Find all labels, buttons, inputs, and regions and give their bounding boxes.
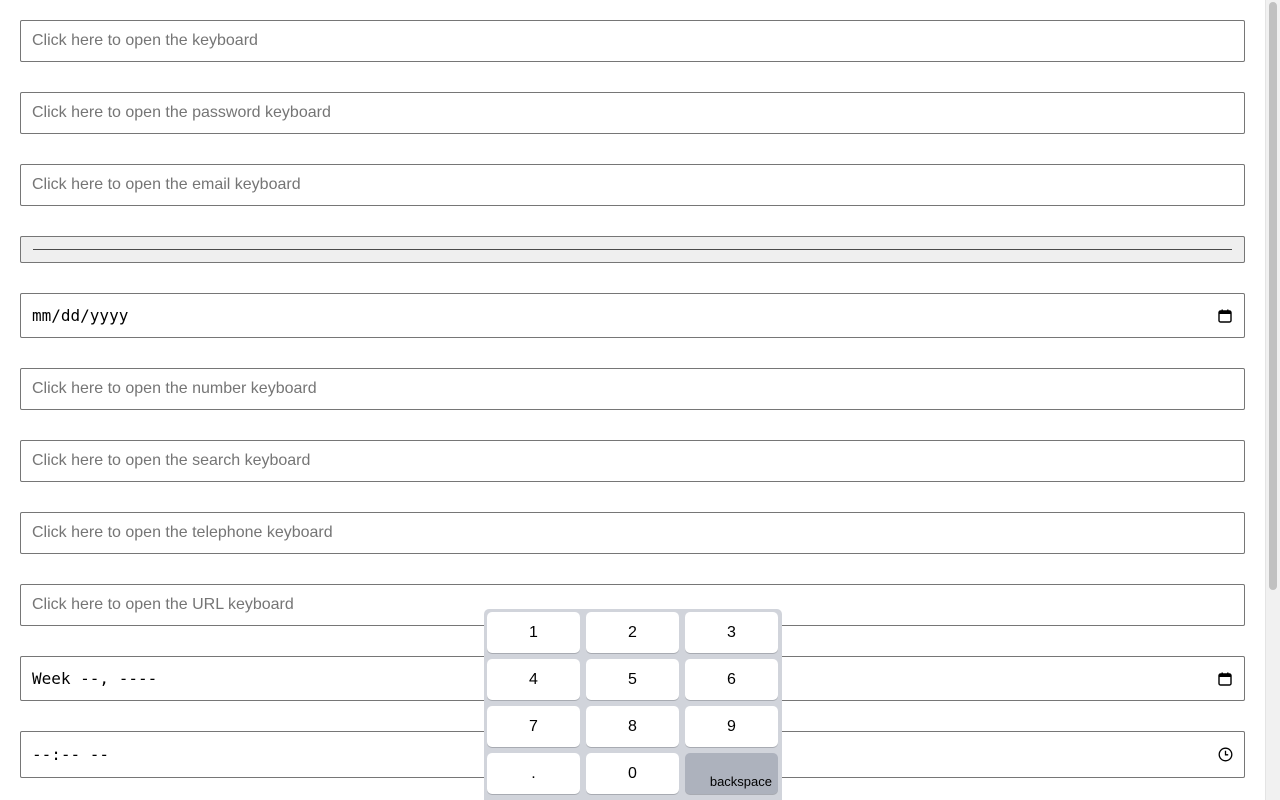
key-7[interactable]: 7 <box>487 706 580 747</box>
clock-icon[interactable] <box>1217 747 1233 763</box>
number-input[interactable] <box>20 368 1245 410</box>
number-input-placeholder: Click here to open the number keyboard <box>32 380 317 397</box>
search-input-placeholder: Click here to open the search keyboard <box>32 452 311 469</box>
key-4[interactable]: 4 <box>487 659 580 700</box>
password-input[interactable] <box>20 92 1245 134</box>
calendar-icon[interactable] <box>1217 671 1233 687</box>
date-input[interactable] <box>20 293 1245 338</box>
key-6[interactable]: 6 <box>685 659 778 700</box>
keyboard-input[interactable] <box>20 20 1245 62</box>
email-input-placeholder: Click here to open the email keyboard <box>32 176 301 193</box>
email-input[interactable] <box>20 164 1245 206</box>
key-8[interactable]: 8 <box>586 706 679 747</box>
range-track[interactable] <box>33 249 1232 250</box>
time-input-value: --:-- -- <box>32 745 110 764</box>
key-0[interactable]: 0 <box>586 753 679 794</box>
telephone-input-placeholder: Click here to open the telephone keyboard <box>32 524 333 541</box>
url-input-placeholder: Click here to open the URL keyboard <box>32 596 294 613</box>
numeric-keyboard <box>484 609 782 800</box>
calendar-icon[interactable] <box>1217 308 1233 324</box>
date-input-value: mm/dd/yyyy <box>32 306 129 325</box>
range-input[interactable] <box>20 236 1245 263</box>
keyboard-input-placeholder: Click here to open the keyboard <box>32 32 258 49</box>
telephone-input[interactable] <box>20 512 1245 554</box>
password-input-placeholder: Click here to open the password keyboard <box>32 104 331 121</box>
scrollbar-thumb[interactable] <box>1269 2 1277 590</box>
key-5[interactable]: 5 <box>586 659 679 700</box>
key-3[interactable]: 3 <box>685 612 778 653</box>
search-input[interactable] <box>20 440 1245 482</box>
vertical-scrollbar[interactable] <box>1265 0 1280 800</box>
week-input-value: Week --, ---- <box>32 669 158 688</box>
key-1[interactable]: 1 <box>487 612 580 653</box>
key-decimal[interactable]: . <box>487 753 580 794</box>
key-9[interactable]: 9 <box>685 706 778 747</box>
key-2[interactable]: 2 <box>586 612 679 653</box>
backspace-key[interactable]: backspace <box>685 753 778 794</box>
